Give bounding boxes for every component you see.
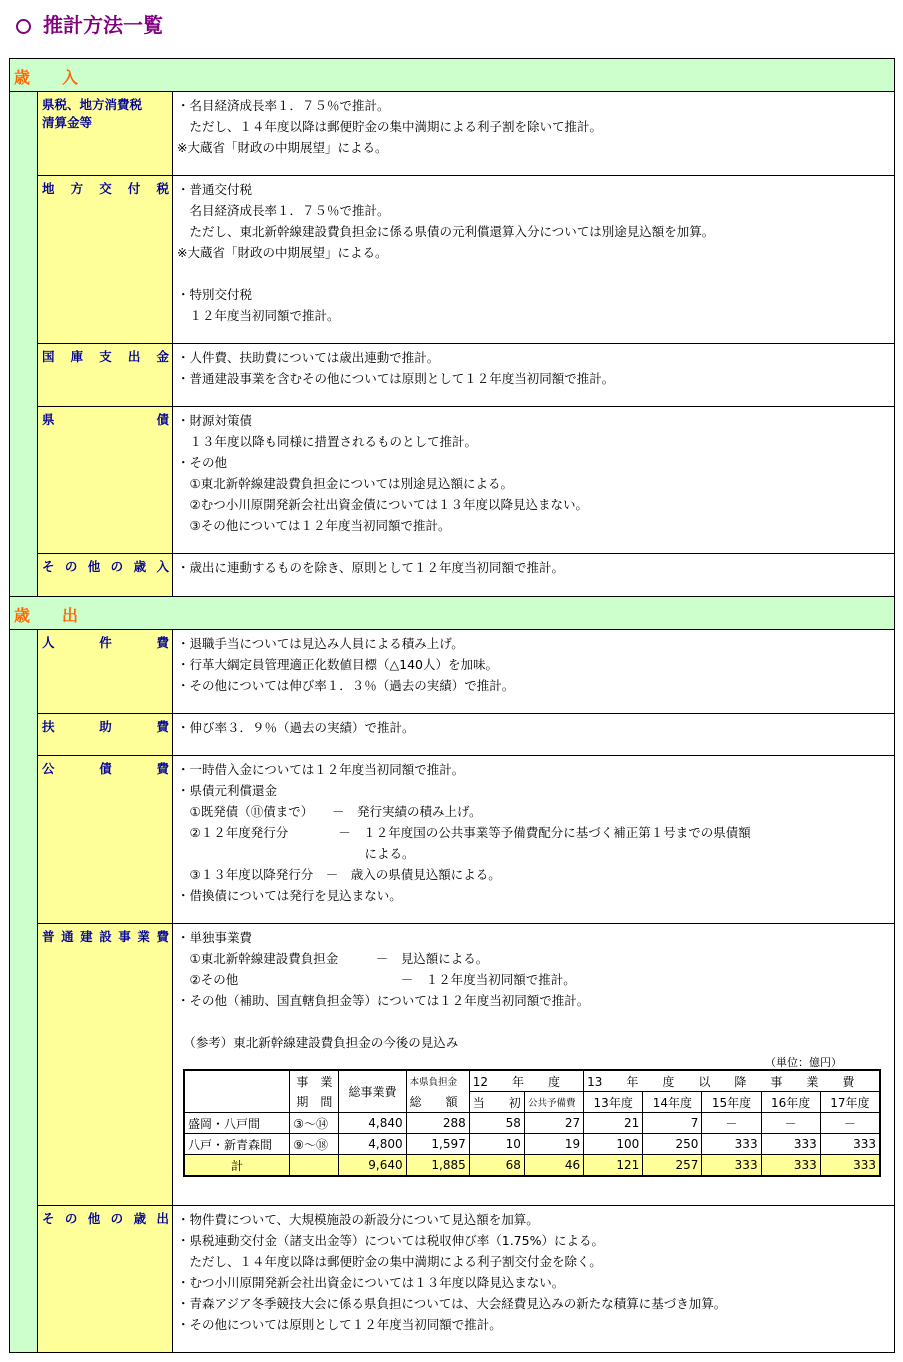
circle-icon [16,19,31,34]
expenditure-row-assistance [38,714,894,756]
row-content: ・伸び率３．９％（過去の実績）で推計。 [177,720,415,735]
revenue-row-other [38,554,894,596]
row-label: 国 庫 支 出 金 [38,344,173,406]
row-content: ・普通交付税 名目経済成長率１．７５％で推計。 ただし、東北新幹線建設費負担金に係る県債の元利償還算入分については別途見込額を加算。 ※大蔵省「財政の中期展望」による。 ・特別交付税 １２年度当初同額で推計。 [177,182,715,323]
section-gutter-revenue [10,92,38,596]
page-title: 推計方法一覧 [16,10,163,40]
row-label: 県税、地方消費税 清算金等 [38,92,173,175]
row-content: ・人件費、扶助費については歳出連動で推計。 ・普通建設事業を含むその他については原則として１２年度当初同額で推計。 [177,350,615,386]
row-content: ・一時借入金については１２年度当初同額で推計。 ・県債元利償還金 ①既発債（⑪債まで） － 発行実績の積み上げ。 ②１２年度発行分 － １２年度国の公共事業等予備費配分に基づく補正第１号までの県債額 による。 ③１３年度以降発行分 － 歳入の県債見込額による。 ・借換債については発行を見込まない。 [177,762,751,903]
row-label: 扶 助 費 [38,714,173,755]
expenditure-row-personnel [38,630,894,714]
revenue-row-national-treasury [38,344,894,407]
row-content: ・単独事業費 ①東北新幹線建設費負担金 － 見込額による。 ②その他 － １２年度当初同額で推計。 ・その他（補助、国直轄負担金等）については１２年度当初同額で推計。 （参考）東北新幹線建設費負担金の今後の見込み [177,930,590,1050]
row-label: そ の 他 の 歳 入 [38,554,173,596]
revenue-row-tax [38,92,894,176]
expenditure-row-other [38,1206,894,1352]
row-content: ・財源対策債 １３年度以降も同様に措置されるものとして推計。 ・その他 ①東北新幹線建設費負担金については別途見込額による。 ②むつ小川原開発新会社出資金債については１３年度以降見込まない。 ③その他については１２年度当初同額で推計。 [177,413,588,533]
unit-label: （単位：億円） [765,1056,842,1069]
row-content: ・名目経済成長率１．７５％で推計。 ただし、１４年度以降は郵便貯金の集中満期による利子割を除いて推計。 ※大蔵省「財政の中期展望」による。 [177,98,603,155]
section-head-revenue: 歳 入 [10,59,894,92]
row-content: ・退職手当については見込み人員による積み上げ。 ・行革大綱定員管理適正化数値目標（△140人）を加味。 ・その他については伸び率１．３％（過去の実績）で推計。 [177,636,515,693]
revenue-row-prefectural-bonds [38,407,894,554]
row-label: 公 債 費 [38,756,173,923]
row-label: そ の 他 の 歳 出 [38,1206,173,1352]
table-row: 盛岡・八戸間 ③～⑭ 4,840 288 58 27 21 7 － － － [184,1113,880,1134]
reference-table [183,1069,881,1177]
expenditure-row-debt-service [38,756,894,924]
table-header-row: 期 間 総 額 当 初 公共予備費 13年度 14年度 15年度 16年度 17年度 [184,1092,880,1113]
table-header-row: 事 業 総事業費 本県負担金 12 年 度 13 年 度 以 降 事 業 費 [184,1070,880,1092]
row-label: 地 方 交 付 税 [38,176,173,343]
section-gutter-expenditure [10,630,38,1352]
table-total-row: 計 9,640 1,885 68 46 121 257 333 333 333 [184,1155,880,1177]
row-label: 普 通 建 設 事 業 費 [38,924,173,1205]
row-content: ・歳出に連動するものを除き、原則として１２年度当初同額で推計。 [177,560,565,575]
revenue-row-local-allocation-tax [38,176,894,344]
section-head-expenditure: 歳 出 [10,596,894,630]
row-label: 県 債 [38,407,173,553]
table-row: 八戸・新青森間 ⑨～⑱ 4,800 1,597 10 19 100 250 333 333 333 [184,1134,880,1155]
row-label: 人 件 費 [38,630,173,713]
row-content: ・物件費について、大規模施設の新設分について見込額を加算。 ・県税連動交付金（諸支出金等）については税収伸び率（1.75%）による。 ただし、１４年度以降は郵便貯金の集中満期による利子割交付金を除く。 ・むつ小川原開発新会社出資金については１３年度以降見込まない。 ・青森アジア冬季競技大会に係る県負担については、大会経費見込みの新たな積算に基づき加算。 ・その他については原則として１２年度当初同額で推計。 [177,1212,727,1332]
